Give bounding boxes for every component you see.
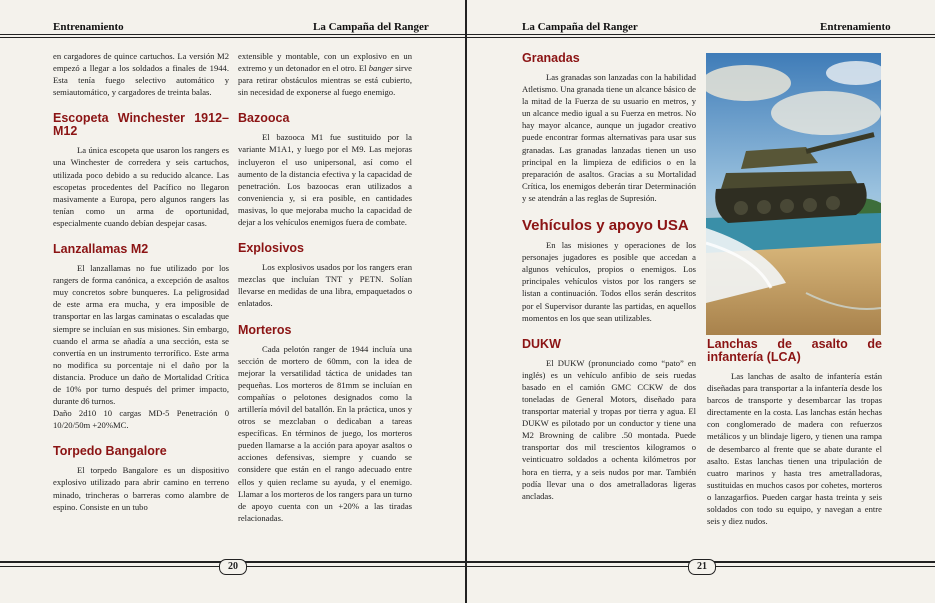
left-column-1 [53, 50, 229, 513]
page-number: 20 [219, 559, 247, 575]
paragraph: El DUKW (pronunciado como “pato” en inglés) es un vehículo anfibio de seis ruedas basado en el camión GMC CCKW de dos toneladas de General Motors, diseñado para transportar material y tropas por tierra y agua. El DUKW es pilotado por un conductor y tiene una M2 Browning de calibre .50 montada. Puede transportar dos mil trescientos kilogramos o veinticuatro soldados a ochenta kilómetros por hora en tierra, y a seis nudos por mar. También podía llevar una o dos ametralladoras ligeras ancladas. [522, 357, 696, 501]
chapter-subheading: Vehículos y apoyo USA [522, 217, 689, 235]
right-header-chapter: Entrenamiento [820, 21, 891, 33]
italic-term: banger [368, 63, 394, 74]
tank-beach-illustration [706, 53, 881, 335]
text-run: extensible y montable, con un explosivo en un extremo y un detonador en el otro. El [238, 51, 412, 74]
paragraph: Las lanchas de asalto de infantería están diseñadas para transportar a la infantería desde los barcos de transporte y desembarcar las tropas directamente en la costa. Las lanchas están hechas con conglomerado de madera con refuerzos metálicos y un blindaje ligero, y tienen una rampa de desembarco al frente que se abate durante el asalto. Estas lanchas tienen una tripulación de cuatro marinos y hasta tres ametralladoras, sustituidas en muchos casos por cohetes, morteros o lanzagarfios. Pueden cargar hasta treinta y seis soldados con todo su equipo, y navegan a entre seis y diez nudos. [707, 371, 882, 527]
text-run: sirve para retirar obstáculos mientras se está cubierto, sin necesidad de exponerse al fuego enemigo. [238, 63, 412, 98]
section-heading: Granadas [522, 51, 580, 65]
left-header-book-title: La Campaña del Ranger [313, 21, 429, 33]
section-heading: Escopeta Winchester 1912–M12 [53, 111, 229, 139]
stats-line: Daño 2d10 10 cargas MD-5 Penetración 0 10/20/50m +20%MC. [53, 408, 229, 431]
paragraph: Las granadas son lanzadas con la habilidad Atletismo. Una granada tiene un alcance básico de la mitad de la Fuerza de su usuario en metros, y un alcance medio igual a su Fuerza en metros. No hay mayor alcance, aunque un jugador creativo puede encontrar formas alternativas para usar sus granadas. Las granadas lanzadas tienen un uso principal en la limpieza de edificios o en la preparación de asaltos. Gracias a su Mortalidad Crítica, los enemigos deberán tirar Determinación y se atendrán a las reglas de Supresión. [522, 72, 696, 203]
paragraph: En las misiones y operaciones de los personajes jugadores es posible que accedan a algunos vehículos, propios o enemigos. Los principales vehículos vistos por los rangers se listan a continuación. Todos ellos serán descritos por el Supervisor durante las partidas, en aquellos momentos en los que sean utilizables. [522, 240, 696, 323]
right-page [467, 0, 935, 603]
page-number: 21 [688, 559, 716, 575]
paragraph: Los explosivos usados por los rangers eran mezclas que incluían TNT y PETN. Solían llevarse en medidas de una libra, empaquetados o enlatados. [238, 262, 412, 309]
right-header-book-title: La Campaña del Ranger [522, 21, 638, 33]
paragraph: en cargadores de quince cartuchos. La versión M2 empezó a llegar a los soldados a finales de 1944. Esta tenía fuego selectivo automático y semiautomático, y cargadores de treinta balas. [53, 51, 229, 98]
header-rule [0, 34, 466, 38]
section-heading: Lanzallamas M2 [53, 242, 149, 257]
section-heading: Bazooca [238, 111, 290, 126]
section-heading: Lanchas de asalto de infantería (LCA) [707, 337, 882, 364]
section-heading: Torpedo Bangalore [53, 444, 167, 459]
left-header-chapter: Entrenamiento [53, 21, 124, 33]
left-page [0, 0, 466, 603]
right-column-1 [522, 50, 696, 502]
paragraph: La única escopeta que usaron los rangers es una Winchester de corredera y seis cartuchos, utilizada poco debido a su reducido alcance. Las escopetas procedentes del Pacífico no llegaron masivamente a Europa, pero algunos rangers las tenían como un arma de oportunidad, especialmente cuando debían despejar casas. [53, 145, 229, 228]
header-rule [467, 34, 935, 38]
paragraph: El torpedo Bangalore es un dispositivo explosivo utilizado para abrir camino en terreno minado, trincheras o barreras como alambre de espino. Consiste en un tubo [53, 465, 229, 512]
section-heading: Explosivos [238, 241, 304, 256]
paragraph: Cada pelotón ranger de 1944 incluía una sección de mortero de 60mm, con la idea de mejorar la versatilidad táctica de unidades tan pequeñas. Los morteros de 81mm se incluían en compañías o pelotones designados como la artillería móvil del batallón. En la práctica, unos y otros se mezclaban o dedicaban a tareas específicas. En términos de juego, los morteros pueden llamarse a la acción para apoyar asaltos o acciones defensivas, siempre y cuando se considere que están en el rango adecuado entre ellos y quien reclame su ayuda, y el enemigo. Llamar a los morteros de los rangers para un turno de apoyo cuenta con un +20% a las tiradas relacionadas. [238, 343, 412, 523]
section-heading: Morteros [238, 322, 292, 337]
paragraph: El bazooca M1 fue sustituido por la variante M1A1, y luego por el M9. Las mejoras incluyeron el uso unipersonal, así como el aumento de la distancia efectiva y la capacidad de penetración. Los bazoocas eran utilizados a conveniencia y, si era posible, en cantidades masivas, lo que mejoraba mucho la capacidad de dejar a los vehículos enemigos fuera de combate. [238, 132, 412, 228]
paragraph [238, 50, 412, 98]
left-column-2 [238, 50, 412, 524]
section-heading: DUKW [522, 336, 561, 351]
paragraph: El lanzallamas no fue utilizado por los rangers de forma canónica, a excepción de asaltos muy concretos sobre bunqueres. La peligrosidad de este arma era mucha, y era imposible de transportar en las largas caminatas o escaladas que siempre se incluían en sus misiones. Sin embargo, cuando el arma se añadía a una sección, esta se convertía en un instrumento terrorífico. Este arma no modifica su porcentaje ni el daño por la distancia. Produce un daño de Mortalidad Crítica de 10% por turno después del primer impacto, durante d6 turnos. [53, 263, 229, 407]
right-column-2 [707, 338, 882, 527]
